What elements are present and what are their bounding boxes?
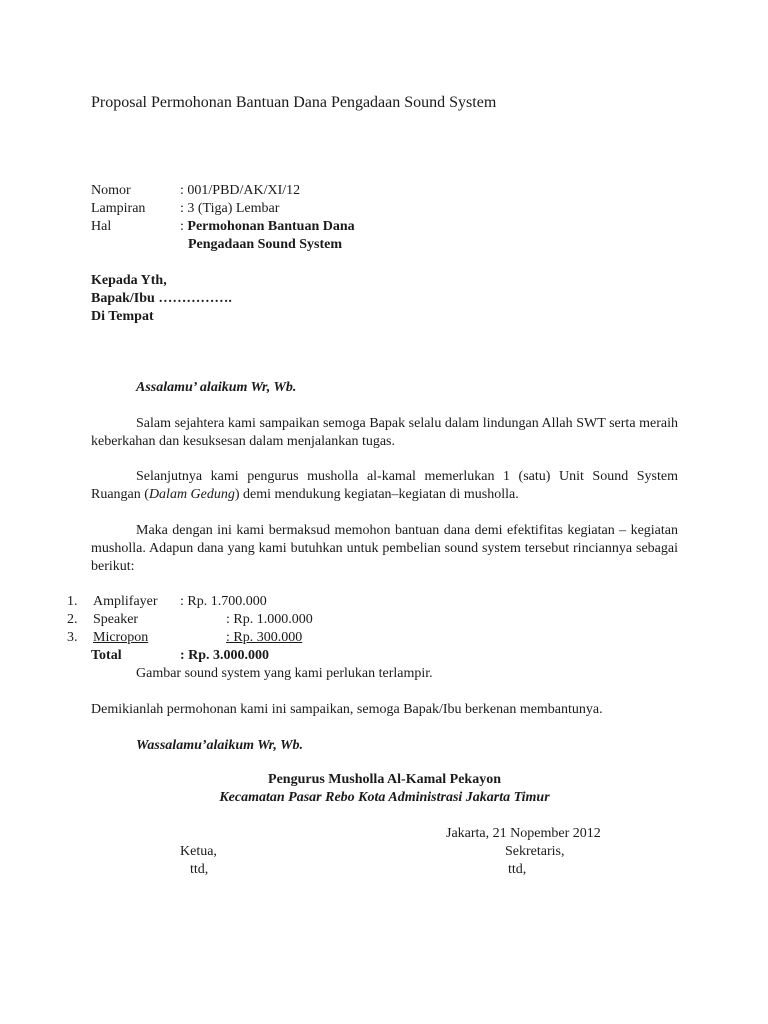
nomor-value: : 001/PBD/AK/XI/12 bbox=[180, 183, 301, 198]
list-item-number: 3. bbox=[67, 630, 78, 645]
hal-colon: : bbox=[180, 219, 188, 234]
paragraph-2 bbox=[91, 468, 678, 504]
signature-left-title: Ketua, bbox=[180, 844, 217, 859]
nomor-label: Nomor bbox=[91, 183, 131, 198]
signature-right-title: Sekretaris, bbox=[505, 844, 565, 859]
paragraph-2-text-b: ) demi mendukung kegiatan–kegiatan di musholla. bbox=[234, 487, 519, 502]
organization-address: Kecamatan Pasar Rebo Kota Administrasi Jakarta Timur bbox=[219, 790, 550, 805]
closing-text: Demikianlah permohonan kami ini sampaikan, semoga Bapak/Ibu berkenan membantunya. bbox=[91, 702, 603, 717]
recipient-line1: Kepada Yth, bbox=[91, 273, 167, 288]
signature-left-sign: ttd, bbox=[190, 862, 209, 877]
paragraph-3: Maka dengan ini kami bermaksud memohon bantuan dana demi efektifitas kegiatan – kegiatan musholla. Adapun dana yang kami butuhkan untuk pembelian sound system tersebut rinciannya sebagai berikut: bbox=[91, 523, 678, 574]
opening-greeting: Assalamu’ alaikum Wr, Wb. bbox=[136, 380, 297, 395]
attachment-note: Gambar sound system yang kami perlukan terlampir. bbox=[136, 666, 433, 681]
hal-value bbox=[180, 218, 355, 236]
paragraph-2-italic: Dalam Gedung bbox=[148, 487, 235, 502]
list-item-name: Amplifayer bbox=[93, 594, 158, 609]
list-item-name: Micropon bbox=[93, 630, 149, 645]
list-item-number: 1. bbox=[67, 594, 78, 609]
recipient-line3: Di Tempat bbox=[91, 309, 154, 324]
lampiran-label: Lampiran bbox=[91, 201, 146, 216]
signature-right-sign: ttd, bbox=[508, 862, 527, 877]
list-item-number: 2. bbox=[67, 612, 78, 627]
total-label: Total bbox=[91, 648, 122, 663]
place-date: Jakarta, 21 Nopember 2012 bbox=[446, 826, 601, 841]
document-title: Proposal Permohonan Bantuan Dana Pengadaan Sound System bbox=[91, 94, 497, 111]
hal-value-line2: Pengadaan Sound System bbox=[188, 237, 343, 252]
hal-label: Hal bbox=[91, 219, 112, 234]
paragraph-1: Salam sejahtera kami sampaikan semoga Bapak selalu dalam lindungan Allah SWT serta meraih keberkahan dan kesuksesan dalam menjalankan tugas. bbox=[91, 416, 678, 449]
hal-value-line1: Permohonan Bantuan Dana bbox=[187, 219, 355, 234]
lampiran-value: : 3 (Tiga) Lembar bbox=[180, 201, 280, 216]
total-value: : Rp. 3.000.000 bbox=[180, 648, 270, 663]
list-item-price: : Rp. 300.000 bbox=[226, 630, 303, 645]
list-item-name: Speaker bbox=[93, 612, 139, 627]
closing-greeting: Wassalamu’alaikum Wr, Wb. bbox=[136, 738, 304, 753]
organization-name: Pengurus Musholla Al-Kamal Pekayon bbox=[268, 772, 501, 787]
recipient-line2: Bapak/Ibu ……………. bbox=[91, 291, 232, 306]
list-item-price: : Rp. 1.000.000 bbox=[226, 612, 313, 627]
list-item-price: : Rp. 1.700.000 bbox=[180, 594, 267, 609]
paragraph-2-text-a: Selanjutnya kami pengurus musholla al-kamal memerlukan 1 (satu) Unit Sound System Ruangan ( bbox=[91, 469, 678, 502]
